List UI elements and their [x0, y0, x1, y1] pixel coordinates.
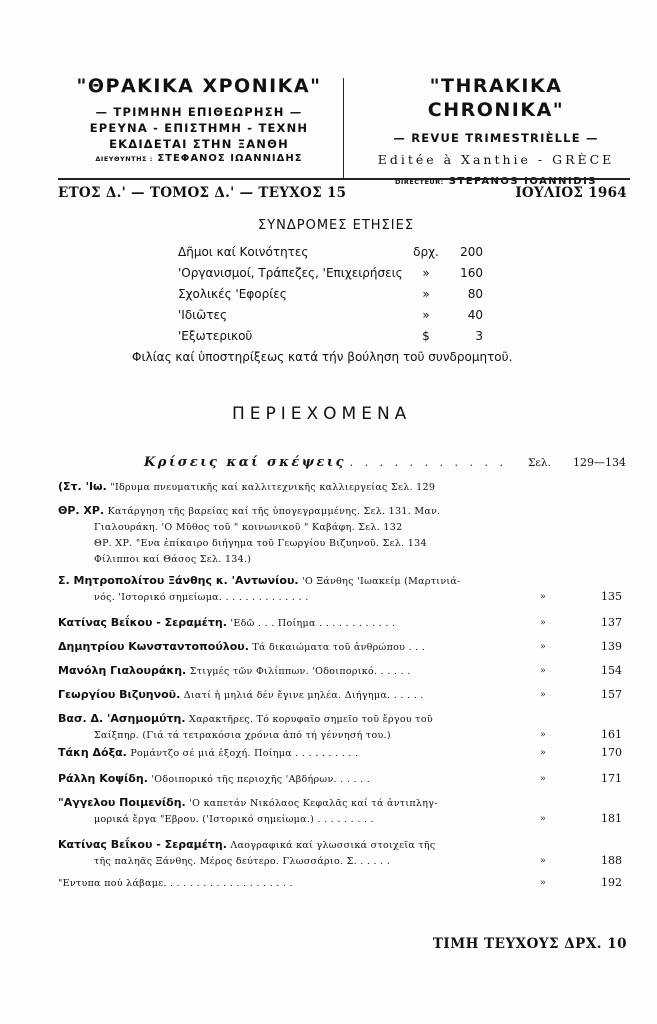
toc-title: 'Εδῶ . . . Ποίημα . . . . . . . . . . . .	[230, 618, 396, 629]
toc-entry	[58, 771, 630, 788]
toc-author: Γεωργίου Βιζυηνοῦ.	[58, 688, 181, 701]
subtitle-editee: Editée à Xanthie - GRÈCE	[377, 152, 615, 167]
toc-page: 171	[601, 772, 622, 785]
toc-page: 192	[601, 876, 622, 889]
lead-pages: 129—134	[573, 456, 626, 469]
toc-author: Σ. Μητροπολίτου Ξάνθης κ. 'Αντωνίου.	[58, 574, 299, 587]
subscription-row: 'Οργανισμοί, Τράπεζες, 'Επιχειρήσεις » 160	[178, 266, 483, 280]
toc-title: Τά δικαιώματα τοῦ ἀνθρώπου . . .	[252, 642, 426, 653]
toc-title-continued: Σαίξπηρ. (Γιά τά τετρακόσια χρόνια ἀπό τή γέννησή του.)	[94, 730, 391, 741]
subtitle-published: ΕΚΔΙΔΕΤΑΙ ΣΤΗΝ ΞΑΝΘΗ	[109, 137, 289, 151]
masthead-rule	[58, 178, 630, 180]
toc-entry	[58, 837, 630, 870]
subscription-row: Σχολικές 'Εφορίες » 80	[178, 287, 483, 301]
journal-title-latin: "THRAKIKA CHRONIKA"	[427, 75, 565, 121]
toc-title: "Ιδρυμα πνευματικῆς καί καλλιτεχνικῆς καλλιεργείας Σελ. 129	[110, 482, 436, 493]
subtitle-revue: — REVUE TRIMESTRIÈLLE —	[393, 131, 599, 145]
toc-title: 'Οδοιπορικό τῆς περιοχῆς 'Αβδήρων. . . . . .	[151, 774, 371, 785]
toc-entry	[58, 639, 630, 656]
subtitle-quarterly: — ΤΡΙΜΗΝΗ ΕΠΙΘΕΩΡΗΣΗ —	[95, 105, 303, 119]
toc-entry	[58, 711, 630, 744]
toc-entry	[58, 573, 630, 606]
masthead-french	[362, 74, 630, 187]
lead-title: Κρίσεις καί σκέψεις	[144, 455, 347, 470]
toc-title: Κατάργηση τῆς βαρείας καί τῆς ὑπογεγραμμένης. Σελ. 131. Μαν.	[107, 506, 441, 517]
issue-date: ΙΟΥΛΙΟΣ 1964	[515, 185, 627, 201]
toc-ditto: »	[540, 689, 546, 700]
toc-lead-entry: Κρίσεις καί σκέψεις . . . . . . . . . . . Σελ. 129—134	[144, 455, 626, 470]
toc-author: Μανόλη Γιαλουράκη.	[58, 664, 187, 677]
subscriptions-title: ΣΥΝΔΡΟΜΕΣ ΕΤΗΣΙΕΣ	[258, 218, 415, 233]
director-label-latin: DIRECTEUR:	[395, 178, 444, 186]
toc-author: ΘΡ. ΧΡ.	[58, 504, 105, 517]
toc-page: 170	[601, 746, 622, 759]
toc-title: Χαρακτῆρες. Τό κορυφαῖο σημεῖο τοῦ ἔργου τοῦ	[189, 714, 433, 725]
contents-title: ΠΕΡΙΕΧΟΜΕΝΑ	[232, 404, 412, 424]
toc-title: Στιγμές τῶν Φιλίππων. 'Οδοιπορικό. . . . . .	[189, 666, 411, 677]
toc-entry	[58, 503, 630, 568]
toc-page: 137	[601, 616, 622, 629]
toc-ditto: »	[540, 773, 546, 784]
issue-info: ΕΤΟΣ Δ.' — ΤΟΜΟΣ Δ.' — ΤΕΥΧΟΣ 15	[58, 185, 347, 201]
director-name-greek: ΣΤΕΦΑΝΟΣ ΙΩΑΝΝΙΔΗΣ	[157, 153, 303, 164]
subscription-row: Δῆμοι καί Κοινότητες δρχ. 200	[178, 245, 483, 259]
toc-page: 181	[601, 812, 622, 825]
subtitle-topics: ΕΡΕΥΝΑ - ΕΠΙΣΤΗΜΗ - ΤΕΧΝΗ	[89, 121, 309, 135]
toc-entry	[58, 745, 630, 762]
toc-author: Τάκη Δόξα.	[58, 746, 127, 759]
toc-ditto: »	[540, 665, 546, 676]
toc-author: (Στ. 'Ιω.	[58, 480, 107, 493]
director-label-greek: ΔΙΕΥΘΥΝΤΗΣ :	[95, 155, 153, 163]
toc-ditto: »	[540, 747, 546, 758]
toc-entry	[58, 875, 630, 892]
toc-page: 139	[601, 640, 622, 653]
toc-title-continued: τῆς παληᾶς Ξάνθης. Μέρος δεύτερο. Γλωσσάριο. Σ. . . . . .	[94, 856, 391, 867]
toc-author: Ράλλη Κοψίδη.	[58, 772, 148, 785]
toc-title-continued: ΘΡ. ΧΡ. "Ενα ἐπίκαιρο διήγημα τοῦ Γεωργίου Βιζυηνοῦ. Σελ. 134	[94, 538, 427, 549]
toc-entry	[58, 687, 630, 704]
issue-price: ΤΙΜΗ ΤΕΥΧΟΥΣ ΔΡΧ. 10	[432, 936, 627, 952]
toc-ditto: »	[540, 641, 546, 652]
toc-author: Κατίνας Βεΐκου - Σεραμέτη.	[58, 838, 227, 851]
toc-page: 154	[601, 664, 622, 677]
toc-title: Ρομάντζο σέ μιά ἐξοχή. Ποίημα . . . . . . . . . .	[130, 748, 359, 759]
toc-entry	[58, 615, 630, 632]
toc-page: 157	[601, 688, 622, 701]
toc-title-continued: Φίλιπποι καί Θάσος Σελ. 134.)	[94, 554, 252, 565]
masthead-divider	[343, 78, 344, 178]
toc-page: 188	[601, 854, 622, 867]
toc-author: Βασ. Δ. 'Ασημομύτη.	[58, 712, 186, 725]
toc-title-continued: νός. 'Ιστορικό σημείωμα. . . . . . . . . . . . . .	[94, 592, 309, 603]
toc-title-continued: Γιαλουράκη. 'Ο Μῦθος τοῦ " κοινωνικοῦ " Καβάφη. Σελ. 132	[94, 522, 403, 533]
subscription-row: 'Ιδιῶτες » 40	[178, 308, 483, 322]
toc-ditto: »	[540, 617, 546, 628]
toc-author: Κατίνας Βεΐκου - Σεραμέτη.	[58, 616, 227, 629]
toc-entry	[58, 479, 630, 496]
toc-ditto: »	[540, 729, 546, 740]
toc-author: Δημητρίου Κωνσταντοπούλου.	[58, 640, 249, 653]
toc-entry	[58, 795, 630, 828]
toc-title: Διατί ἡ μηλιά δέν ἔγινε μηλέα. Διήγημα. . . . . .	[183, 690, 424, 701]
toc-title-continued: μορικά ἔργα "Εβρου. ('Ιστορικό σημείωμα.) . . . . . . . . .	[94, 814, 374, 825]
toc-title: "Εντυπα πού λάβαμε. . . . . . . . . . . . . . . . . . . .	[58, 878, 293, 889]
toc-ditto: »	[540, 591, 546, 602]
toc-ditto: »	[540, 855, 546, 866]
toc-entry	[58, 663, 630, 680]
subscriptions-note: Φιλίας καί ὑποστηρίξεως κατά τήν βούληση τοῦ συνδρομητοῦ.	[132, 350, 513, 364]
toc-author: "Αγγελου Ποιμενίδη.	[58, 796, 186, 809]
toc-title: 'Ο Ξάνθης 'Ιωακείμ (Μαρτινιά-	[302, 576, 461, 587]
toc-page: 135	[601, 590, 622, 603]
director-name-latin: STEFANOS IOANNIDIS	[448, 176, 597, 187]
toc-ditto: »	[540, 813, 546, 824]
toc-title: Λαογραφικά καί γλωσσικά στοιχεῖα τῆς	[230, 840, 436, 851]
director-line-greek	[58, 153, 340, 164]
toc-page: 161	[601, 728, 622, 741]
masthead-greek	[58, 74, 340, 164]
lead-sel: Σελ.	[528, 457, 551, 469]
toc-title: 'Ο καπετάν Νικόλαος Κεφαλᾶς καί τά ἀντιπληγ-	[189, 798, 438, 809]
toc-ditto: »	[540, 877, 546, 888]
subscription-row: 'Εξωτερικοῦ $ 3	[178, 329, 483, 343]
journal-title-greek: "ΘΡΑΚΙΚΑ ΧΡΟΝΙΚΑ"	[76, 75, 322, 97]
